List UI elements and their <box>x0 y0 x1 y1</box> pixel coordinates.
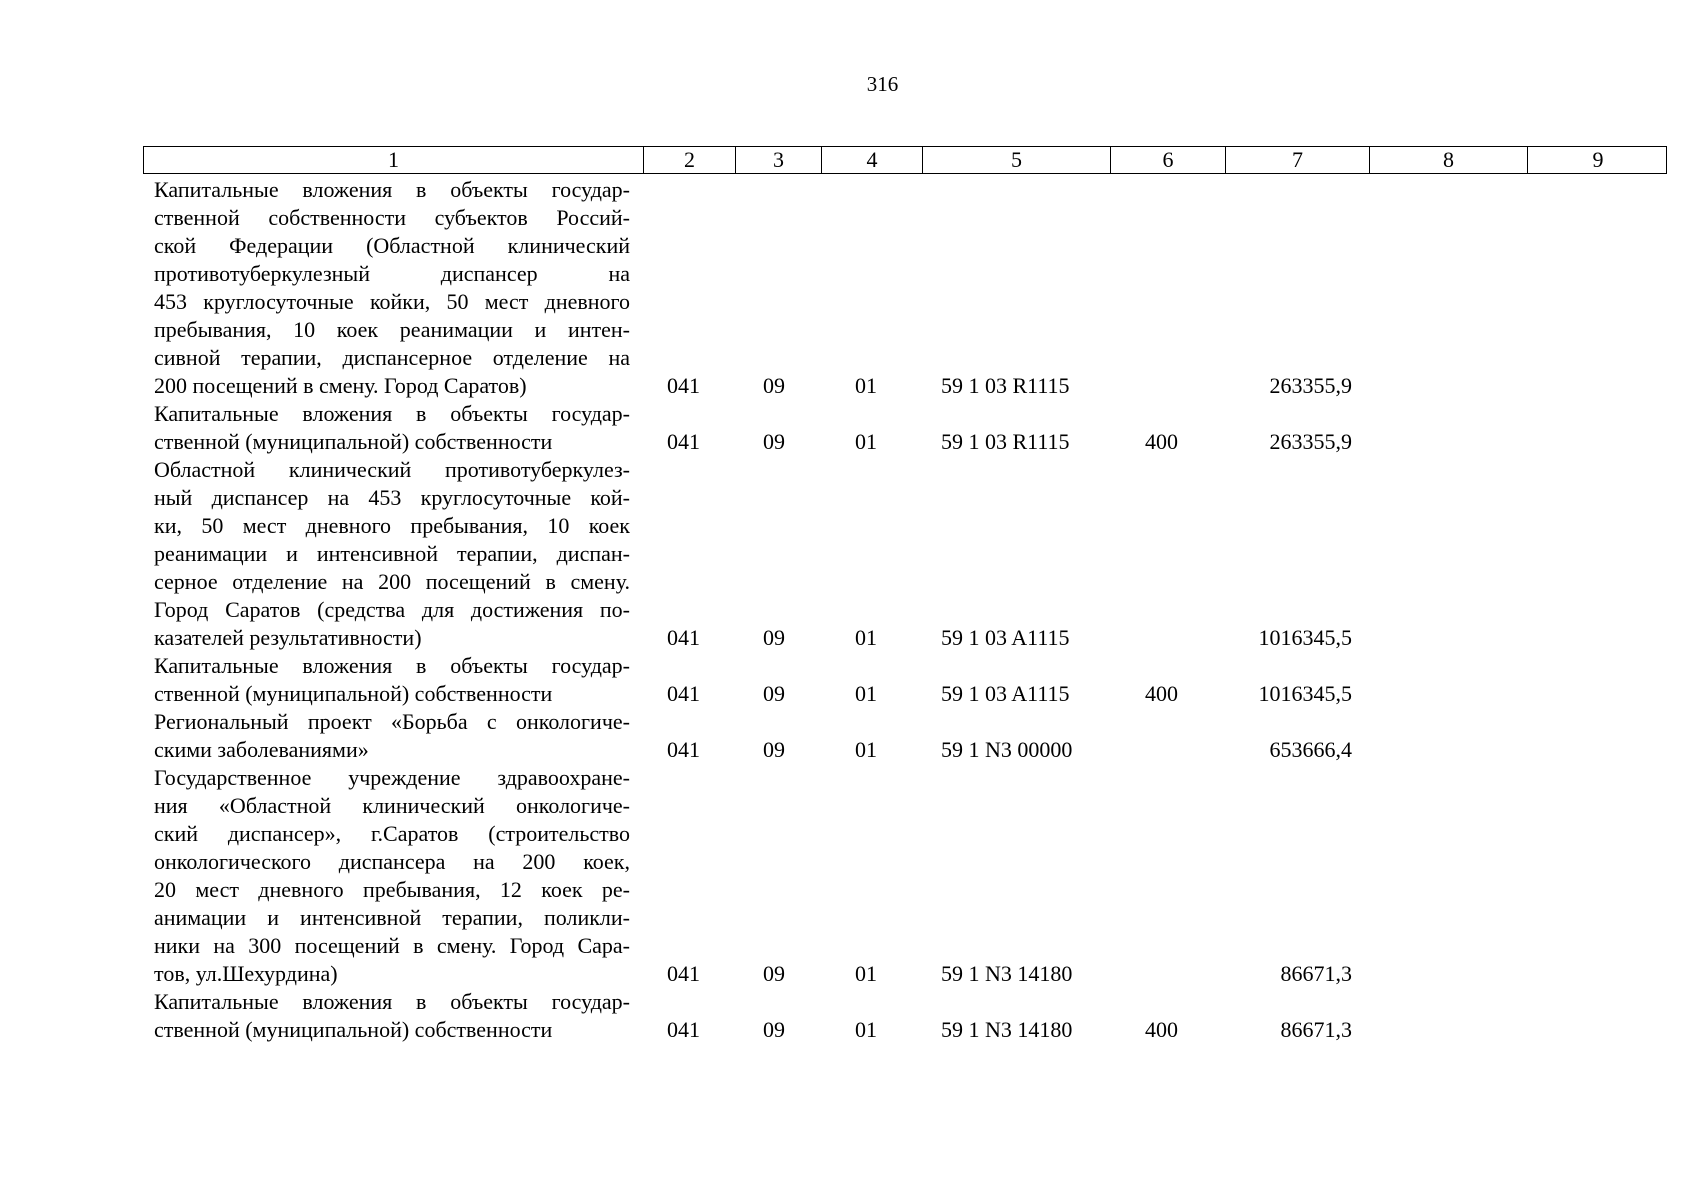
description-line: анимации и интенсивной терапии, поликли- <box>154 905 630 930</box>
column-header-6: 6 <box>1110 147 1225 173</box>
description-line: тов, ул.Шехурдина) <box>154 961 338 986</box>
section-code: 09 <box>763 737 785 762</box>
description-line: реанимации и интенсивной терапии, диспан- <box>154 541 630 566</box>
table-row <box>0 708 1697 764</box>
table-row <box>0 652 1697 708</box>
ministry-code: 041 <box>667 681 700 706</box>
section-code: 09 <box>763 1017 785 1042</box>
row-description <box>154 456 630 652</box>
description-line: серное отделение на 200 посещений в смену. <box>154 569 630 594</box>
description-line: ственной собственности субъектов Россий- <box>154 205 630 230</box>
table-row <box>0 176 1697 400</box>
description-line: ники на 300 посещений в смену. Город Сара- <box>154 933 630 958</box>
description-line: Капитальные вложения в объекты государ- <box>154 653 630 678</box>
section-code: 09 <box>763 429 785 454</box>
section-code: 09 <box>763 961 785 986</box>
description-line: ки, 50 мест дневного пребывания, 10 коек <box>154 513 630 538</box>
column-header-8: 8 <box>1369 147 1527 173</box>
table-row <box>0 988 1697 1044</box>
budget-table-body <box>0 176 1697 1044</box>
description-line: Капитальные вложения в объекты государ- <box>154 401 630 426</box>
description-line: ственной (муниципальной) собственности <box>154 1017 553 1042</box>
description-line: Капитальные вложения в объекты государ- <box>154 177 630 202</box>
column-header-3: 3 <box>735 147 821 173</box>
ministry-code: 041 <box>667 625 700 650</box>
description-line: 453 круглосуточные койки, 50 мест дневного <box>154 289 630 314</box>
description-line: Государственное учреждение здравоохране- <box>154 765 630 790</box>
target-article-code: 59 1 03 R1115 <box>941 373 1070 398</box>
row-description <box>154 400 630 456</box>
section-code: 09 <box>763 625 785 650</box>
subsection-code: 01 <box>855 625 877 650</box>
expense-type-code: 400 <box>1145 681 1178 706</box>
description-line: Региональный проект «Борьба с онкологиче- <box>154 709 630 734</box>
description-line: скими заболеваниями» <box>154 737 369 762</box>
description-line: противотуберкулезный диспансер на <box>154 261 630 286</box>
column-header-7: 7 <box>1225 147 1369 173</box>
amount: 263355,9 <box>1269 429 1352 454</box>
column-header-2: 2 <box>643 147 735 173</box>
subsection-code: 01 <box>855 429 877 454</box>
ministry-code: 041 <box>667 737 700 762</box>
amount: 86671,3 <box>1280 1017 1352 1042</box>
column-header-1: 1 <box>388 147 399 172</box>
subsection-code: 01 <box>855 961 877 986</box>
amount: 263355,9 <box>1269 373 1352 398</box>
description-line: Областной клинический противотуберкулез- <box>154 457 630 482</box>
section-code: 09 <box>763 681 785 706</box>
description-line: сивной терапии, диспансерное отделение на <box>154 345 630 370</box>
description-line: пребывания, 10 коек реанимации и интен- <box>154 317 630 342</box>
section-code: 09 <box>763 373 785 398</box>
subsection-code: 01 <box>855 1017 877 1042</box>
column-number-header <box>143 146 1667 174</box>
description-line: ской Федерации (Областной клинический <box>154 233 630 258</box>
target-article-code: 59 1 03 A1115 <box>941 625 1070 650</box>
description-line: 200 посещений в смену. Город Саратов) <box>154 373 527 398</box>
amount: 86671,3 <box>1280 961 1352 986</box>
description-line: Капитальные вложения в объекты государ- <box>154 989 630 1014</box>
subsection-code: 01 <box>855 373 877 398</box>
amount: 653666,4 <box>1269 737 1352 762</box>
description-line: ственной (муниципальной) собственности <box>154 681 553 706</box>
expense-type-code: 400 <box>1145 1017 1178 1042</box>
description-line: онкологического диспансера на 200 коек, <box>154 849 630 874</box>
ministry-code: 041 <box>667 429 700 454</box>
target-article-code: 59 1 N3 14180 <box>941 961 1073 986</box>
description-line: Город Саратов (средства для достижения по- <box>154 597 630 622</box>
row-description <box>154 764 630 988</box>
table-row <box>0 764 1697 988</box>
ministry-code: 041 <box>667 1017 700 1042</box>
subsection-code: 01 <box>855 737 877 762</box>
page-number: 316 <box>866 72 899 96</box>
description-line: ния «Областной клинический онкологиче- <box>154 793 630 818</box>
ministry-code: 041 <box>667 961 700 986</box>
row-description <box>154 652 630 708</box>
target-article-code: 59 1 03 A1115 <box>941 681 1070 706</box>
table-row <box>0 400 1697 456</box>
subsection-code: 01 <box>855 681 877 706</box>
description-line: казателей результативности) <box>154 625 422 650</box>
target-article-code: 59 1 03 R1115 <box>941 429 1070 454</box>
description-line: ный диспансер на 453 круглосуточные кой- <box>154 485 630 510</box>
table-row <box>0 456 1697 652</box>
description-line: 20 мест дневного пребывания, 12 коек ре- <box>154 877 630 902</box>
description-line: ственной (муниципальной) собственности <box>154 429 553 454</box>
row-description <box>154 988 630 1044</box>
amount: 1016345,5 <box>1258 625 1352 650</box>
column-header-9: 9 <box>1527 147 1668 173</box>
expense-type-code: 400 <box>1145 429 1178 454</box>
description-line: ский диспансер», г.Саратов (строительство <box>154 821 630 846</box>
column-header-4: 4 <box>821 147 922 173</box>
amount: 1016345,5 <box>1258 681 1352 706</box>
ministry-code: 041 <box>667 373 700 398</box>
target-article-code: 59 1 N3 14180 <box>941 1017 1073 1042</box>
column-header-5: 5 <box>922 147 1110 173</box>
row-description <box>154 708 630 764</box>
row-description <box>154 176 630 400</box>
target-article-code: 59 1 N3 00000 <box>941 737 1073 762</box>
